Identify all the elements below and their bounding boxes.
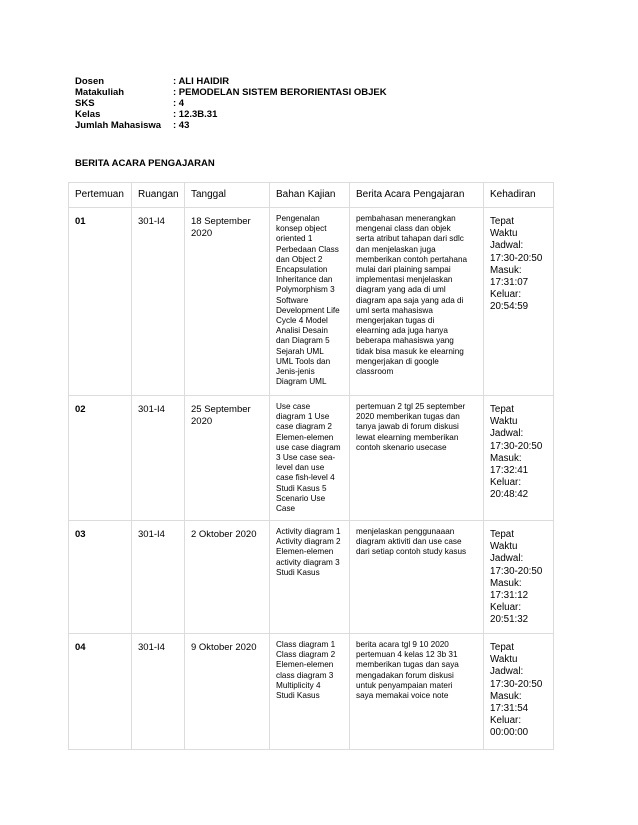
kehadiran-line: 17:32:41 xyxy=(490,465,529,477)
kehadiran-cell xyxy=(484,521,554,634)
tanggal-cell: 9 Oktober 2020 xyxy=(185,634,270,750)
table-header-row xyxy=(69,183,554,208)
bahan-kajian-line: Jenis-jenis xyxy=(276,367,315,377)
col-header-kehadiran: Kehadiran xyxy=(484,183,554,208)
kehadiran-cell xyxy=(484,634,554,750)
berita-acara-line: diagram yang ada di uml xyxy=(356,285,446,295)
berita-acara-line: tidak bisa masuk ke elearning xyxy=(356,346,464,356)
berita-acara-cell xyxy=(350,521,484,634)
bahan-kajian-line: Diagram UML xyxy=(276,377,327,387)
berita-acara-line: dan menjelaskan juga xyxy=(356,244,436,254)
students-row xyxy=(75,120,387,131)
berita-acara-line: contoh skenario usecase xyxy=(356,442,447,452)
berita-acara-line: menjelaskan penggunaaan xyxy=(356,527,455,536)
bahan-kajian-line: Elemen-elemen xyxy=(276,660,334,670)
berita-acara-line: diagram aktiviti dan use case xyxy=(356,537,462,547)
berita-acara-line: berita acara tgl 9 10 2020 xyxy=(356,640,449,649)
bahan-kajian-line: Activity diagram 2 xyxy=(276,537,341,547)
bahan-kajian-line: class diagram 3 xyxy=(276,670,334,680)
bahan-kajian-line: Use case xyxy=(276,402,311,411)
ruangan-cell: 301-I4 xyxy=(132,634,185,750)
berita-acara-cell xyxy=(350,396,484,521)
bahan-kajian-line: Studi Kasus xyxy=(276,567,320,577)
bahan-kajian-line: Multiplicity 4 xyxy=(276,680,321,690)
berita-acara-line: diagram apa saja yang ada di xyxy=(356,295,464,305)
bahan-kajian-line: Sejarah UML xyxy=(276,346,324,356)
kehadiran-line: Keluar: xyxy=(490,289,522,301)
pertemuan-cell: 02 xyxy=(69,396,132,521)
kehadiran-cell xyxy=(484,208,554,396)
ruangan-cell: 301-I4 xyxy=(132,521,185,634)
ruangan-cell: 301-I4 xyxy=(132,208,185,396)
col-header-tanggal: Tanggal xyxy=(185,183,270,208)
credits-key: SKS xyxy=(75,98,95,109)
berita-acara-line: pertemuan 4 kelas 12 3b 31 xyxy=(356,650,458,660)
bahan-kajian-cell xyxy=(270,521,350,634)
berita-acara-line: mengadakan forum diskusi xyxy=(356,670,454,680)
bahan-kajian-line: dan Object 2 xyxy=(276,254,323,264)
kehadiran-line: Masuk: xyxy=(490,577,522,589)
bahan-kajian-line: Scenario Use xyxy=(276,493,326,503)
bahan-kajian-line: 3 Use case sea- xyxy=(276,453,336,463)
berita-acara-line: mengenai class dan objek xyxy=(356,224,451,234)
kehadiran-line: Masuk: xyxy=(490,264,522,276)
course-info xyxy=(75,76,387,131)
bahan-kajian-line: use case diagram xyxy=(276,442,341,452)
table-row xyxy=(69,521,554,634)
berita-acara-line: beberapa mahasiswa yang xyxy=(356,336,454,346)
tanggal-cell: 25 September 2020 xyxy=(185,396,270,521)
bahan-kajian-line: case diagram 2 xyxy=(276,422,332,432)
bahan-kajian-line: dan Diagram 5 xyxy=(276,336,330,346)
kehadiran-line: 00:00:00 xyxy=(490,727,529,739)
pertemuan-cell: 01 xyxy=(69,208,132,396)
kehadiran-line: 17:30-20:50 xyxy=(490,678,543,690)
kehadiran-line: 17:31:07 xyxy=(490,277,529,289)
berita-acara-line: mengerjakan tugas di xyxy=(356,316,435,326)
kehadiran-line: Keluar: xyxy=(490,477,522,489)
bahan-kajian-cell xyxy=(270,208,350,396)
table-row xyxy=(69,208,554,396)
berita-acara-line: uml serta mahasiswa xyxy=(356,305,433,315)
berita-acara-line: untuk penyampaian materi xyxy=(356,680,453,690)
bahan-kajian-line: Class diagram 1 xyxy=(276,640,336,649)
berita-acara-cell xyxy=(350,634,484,750)
bahan-kajian-line: oriented 1 xyxy=(276,234,313,244)
kehadiran-line: Waktu xyxy=(490,416,518,428)
bahan-kajian-cell xyxy=(270,634,350,750)
kehadiran-line: Keluar: xyxy=(490,602,522,614)
bahan-kajian-line: Studi Kasus 5 xyxy=(276,483,327,493)
class-key: Kelas xyxy=(75,109,101,120)
bahan-kajian-line: Activity diagram 1 xyxy=(276,527,341,536)
bahan-kajian-line: Software xyxy=(276,295,309,305)
section-title: BERITA ACARA PENGAJARAN xyxy=(75,158,215,169)
bahan-kajian-line: activity diagram 3 xyxy=(276,557,340,567)
kehadiran-line: Jadwal: xyxy=(490,553,524,565)
berita-acara-line: pembahasan menerangkan xyxy=(356,214,456,223)
col-header-bahan-kajian: Bahan Kajian xyxy=(270,183,350,208)
bahan-kajian-line: Encapsulation xyxy=(276,265,328,275)
kehadiran-line: Tepat xyxy=(490,404,514,415)
bahan-kajian-line: Pengenalan xyxy=(276,214,320,223)
bahan-kajian-line: case fish-level 4 xyxy=(276,473,335,483)
col-header-pertemuan: Pertemuan xyxy=(69,183,132,208)
kehadiran-line: Jadwal: xyxy=(490,666,524,678)
bahan-kajian-line: Elemen-elemen xyxy=(276,432,334,442)
kehadiran-line: 17:30-20:50 xyxy=(490,440,543,452)
berita-acara-line: classroom xyxy=(356,367,394,377)
kehadiran-line: Waktu xyxy=(490,654,518,666)
teaching-log-table xyxy=(68,182,554,750)
students-value: : 43 xyxy=(173,120,190,131)
berita-acara-line: pertemuan 2 tgl 25 september xyxy=(356,402,466,411)
kehadiran-line: 17:30-20:50 xyxy=(490,252,543,264)
berita-acara-line: saya memakai voice note xyxy=(356,691,449,701)
class-row xyxy=(75,109,387,120)
pertemuan-cell: 03 xyxy=(69,521,132,634)
bahan-kajian-line: Development Life xyxy=(276,305,340,315)
berita-acara-line: dari setiap contoh study kasus xyxy=(356,547,467,557)
bahan-kajian-line: Perbedaan Class xyxy=(276,244,339,254)
lecturer-value: : ALI HAIDIR xyxy=(173,76,230,87)
table-row xyxy=(69,634,554,750)
lecturer-key: Dosen xyxy=(75,76,105,87)
berita-acara-line: mulai dari plaining sampai xyxy=(356,265,451,275)
bahan-kajian-line: Studi Kasus xyxy=(276,691,320,701)
kehadiran-line: Masuk: xyxy=(490,690,522,702)
bahan-kajian-line: Class diagram 2 xyxy=(276,650,336,660)
kehadiran-line: Jadwal: xyxy=(490,428,524,440)
bahan-kajian-line: diagram 1 Use xyxy=(276,412,330,422)
kehadiran-line: Keluar: xyxy=(490,715,522,727)
berita-acara-cell xyxy=(350,208,484,396)
berita-acara-line: elearning ada juga hanya xyxy=(356,326,448,336)
kehadiran-line: Tepat xyxy=(490,642,514,653)
kehadiran-cell xyxy=(484,396,554,521)
kehadiran-line: 17:31:12 xyxy=(490,590,529,602)
berita-acara-line: serta atribut tahapan dari sdlc xyxy=(356,234,464,244)
berita-acara-line: mengerjakan di google xyxy=(356,356,439,366)
bahan-kajian-line: konsep object xyxy=(276,224,327,234)
pertemuan-cell: 04 xyxy=(69,634,132,750)
kehadiran-line: 20:51:32 xyxy=(490,614,529,626)
berita-acara-line: memberikan tugas dan saya xyxy=(356,660,459,670)
col-header-berita-acara: Berita Acara Pengajaran xyxy=(350,183,484,208)
kehadiran-line: 17:30-20:50 xyxy=(490,565,543,577)
credits-row xyxy=(75,98,387,109)
berita-acara-line: tanya jawab di forum diskusi xyxy=(356,422,459,432)
bahan-kajian-line: UML Tools dan xyxy=(276,356,331,366)
lecturer-row xyxy=(75,76,387,87)
kehadiran-line: Masuk: xyxy=(490,452,522,464)
kehadiran-line: Tepat xyxy=(490,216,514,227)
tanggal-cell: 18 September 2020 xyxy=(185,208,270,396)
bahan-kajian-line: Inheritance dan xyxy=(276,275,333,285)
berita-acara-line: lewat elearning memberikan xyxy=(356,432,459,442)
bahan-kajian-line: level dan use xyxy=(276,463,325,473)
bahan-kajian-cell xyxy=(270,396,350,521)
berita-acara-line: memberikan contoh pertahana xyxy=(356,254,468,264)
kehadiran-line: Jadwal: xyxy=(490,240,524,252)
kehadiran-line: Waktu xyxy=(490,541,518,553)
tanggal-cell: 2 Oktober 2020 xyxy=(185,521,270,634)
bahan-kajian-line: Cycle 4 Model xyxy=(276,316,328,326)
bahan-kajian-line: Analisi Desain xyxy=(276,326,328,336)
berita-acara-line: implementasi menjelaskan xyxy=(356,275,453,285)
kehadiran-line: 20:54:59 xyxy=(490,301,529,313)
kehadiran-line: Tepat xyxy=(490,529,514,540)
bahan-kajian-line: Polymorphism 3 xyxy=(276,285,335,295)
berita-acara-line: 2020 memberikan tugas dan xyxy=(356,412,460,422)
bahan-kajian-line: Case xyxy=(276,504,296,514)
kehadiran-line: 20:48:42 xyxy=(490,489,529,501)
course-row xyxy=(75,87,387,98)
course-key: Matakuliah xyxy=(75,87,125,98)
kehadiran-line: 17:31:54 xyxy=(490,703,529,715)
course-value: : PEMODELAN SISTEM BERORIENTASI OBJEK xyxy=(173,87,387,98)
students-key: Jumlah Mahasiswa xyxy=(75,120,162,131)
bahan-kajian-line: Elemen-elemen xyxy=(276,547,334,557)
table-row xyxy=(69,396,554,521)
credits-value: : 4 xyxy=(173,98,185,109)
kehadiran-line: Waktu xyxy=(490,228,518,240)
col-header-ruangan: Ruangan xyxy=(132,183,185,208)
ruangan-cell: 301-I4 xyxy=(132,396,185,521)
class-value: : 12.3B.31 xyxy=(173,109,218,120)
